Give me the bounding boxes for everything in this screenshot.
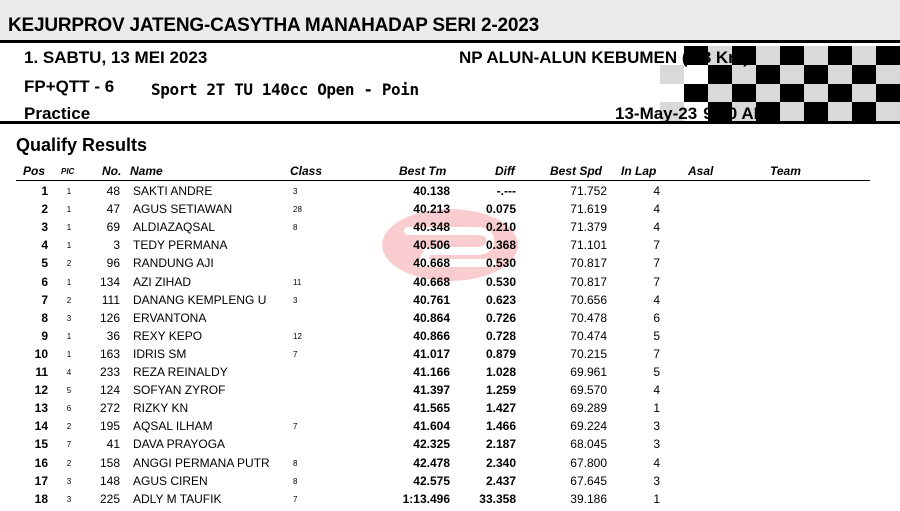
checker-square: [876, 102, 900, 121]
event-header: [0, 40, 900, 124]
row-best-speed: 70.817: [570, 256, 607, 271]
col-in-lap: In Lap: [621, 164, 657, 178]
row-diff: 2.437: [485, 473, 516, 488]
col-name: Name: [130, 164, 163, 178]
table-row: [0, 218, 900, 236]
row-diff: 1.028: [485, 365, 516, 379]
checker-square: [756, 84, 780, 103]
checker-square: [828, 102, 852, 121]
table-row: [0, 327, 900, 345]
row-class: 28: [293, 205, 302, 215]
checker-square: [780, 102, 804, 121]
row-pic: 1: [66, 277, 72, 287]
row-best-time: 41.397: [413, 383, 450, 398]
row-in-lap: 4: [653, 184, 660, 198]
row-pos: 15: [34, 437, 48, 452]
row-best-speed: 70.656: [570, 292, 607, 307]
col-diff: Diff: [495, 164, 515, 178]
row-best-time: 41.017: [413, 346, 450, 361]
row-pic: 4: [66, 368, 72, 377]
row-best-time: 42.478: [413, 455, 450, 470]
row-diff: 33.358: [479, 491, 516, 506]
race-class: Sport 2T TU 140cc Open - Poin: [151, 80, 419, 99]
row-pic: 1: [66, 349, 72, 359]
col-asal: Asal: [688, 164, 714, 178]
checker-square: [852, 46, 876, 65]
row-best-speed: 39.186: [570, 491, 607, 506]
row-best-time: 40.668: [413, 274, 450, 289]
row-pos: 17: [34, 473, 48, 488]
row-best-speed: 71.752: [570, 184, 607, 198]
row-diff: 2.187: [485, 437, 516, 452]
row-number: 148: [99, 473, 120, 488]
row-number: 96: [106, 256, 120, 271]
row-pic: 6: [66, 404, 72, 414]
row-rider-name: AGUS SETIAWAN: [133, 202, 233, 217]
row-in-lap: 6: [653, 310, 660, 325]
row-diff: 0.075: [485, 202, 516, 217]
row-in-lap: 1: [653, 491, 660, 506]
row-pic: 1: [66, 241, 72, 251]
row-class: 3: [293, 187, 298, 196]
row-pos: 16: [34, 455, 48, 470]
row-rider-name: IDRIS SM: [133, 346, 187, 361]
checker-square: [708, 84, 732, 103]
row-best-speed: 70.474: [570, 328, 607, 343]
row-pic: 3: [66, 494, 72, 504]
row-in-lap: 5: [653, 365, 660, 379]
row-diff: 0.879: [485, 346, 516, 361]
checker-square: [756, 65, 780, 84]
row-class: 7: [293, 422, 298, 432]
row-number: 69: [106, 220, 120, 235]
row-pos: 6: [41, 274, 48, 289]
row-pos: 5: [41, 256, 48, 271]
row-best-time: 40.348: [413, 220, 450, 235]
table-row: [0, 254, 900, 272]
row-rider-name: RANDUNG AJI: [133, 256, 214, 271]
row-best-time: 41.604: [413, 419, 450, 434]
row-diff: -.---: [496, 184, 516, 198]
row-number: 225: [99, 491, 120, 506]
row-pic: 2: [66, 295, 72, 305]
row-diff: 0.210: [485, 220, 516, 235]
row-number: 3: [113, 238, 120, 253]
checker-square: [852, 65, 876, 84]
row-rider-name: SAKTI ANDRE: [133, 184, 213, 198]
col-pos: Pos: [23, 164, 46, 178]
row-in-lap: 1: [653, 401, 660, 416]
row-number: 47: [106, 202, 120, 217]
row-class: 12: [293, 331, 302, 341]
row-number: 36: [106, 328, 120, 343]
checker-square: [828, 84, 852, 103]
row-best-time: 1:13.496: [402, 491, 450, 506]
table-row: [0, 345, 900, 363]
row-best-speed: 70.215: [570, 346, 607, 361]
checker-square: [804, 84, 828, 103]
row-pos: 4: [41, 238, 48, 253]
title-bar: [0, 0, 900, 40]
row-diff: 0.726: [485, 310, 516, 325]
row-number: 158: [99, 455, 120, 470]
checker-square: [660, 84, 684, 103]
row-pos: 3: [41, 220, 48, 235]
row-best-speed: 69.224: [570, 419, 607, 434]
row-pic: 2: [66, 458, 72, 468]
section-title: Qualify Results: [16, 135, 148, 155]
row-best-speed: 71.619: [570, 202, 607, 217]
header-divider: [16, 180, 870, 181]
table-row: [0, 291, 900, 309]
row-number: 48: [106, 184, 120, 198]
row-diff: 0.368: [485, 238, 516, 253]
row-best-speed: 67.800: [570, 455, 607, 470]
row-class: 7: [293, 494, 298, 504]
row-rider-name: SOFYAN ZYROF: [133, 383, 226, 398]
row-best-time: 40.213: [413, 202, 450, 217]
row-pic: 1: [66, 187, 72, 196]
row-best-speed: 71.379: [570, 220, 607, 235]
row-pos: 11: [35, 365, 48, 379]
checker-square: [804, 65, 828, 84]
row-pic: 5: [66, 386, 72, 396]
session-time: 9:00 AM: [703, 104, 768, 123]
row-rider-name: TEDY PERMANA: [133, 238, 228, 253]
row-rider-name: RIZKY KN: [133, 401, 189, 416]
checker-square: [780, 46, 804, 65]
row-number: 111: [101, 292, 120, 307]
row-pic: 3: [66, 313, 72, 323]
row-pos: 12: [34, 383, 48, 398]
checker-square: [804, 102, 828, 121]
row-number: 195: [99, 419, 120, 434]
row-in-lap: 4: [653, 455, 660, 470]
row-number: 134: [99, 274, 120, 289]
row-pos: 9: [41, 328, 48, 343]
row-best-time: 41.565: [413, 401, 450, 416]
row-pos: 10: [34, 346, 48, 361]
row-pos: 8: [41, 310, 48, 325]
row-diff: 0.530: [485, 274, 516, 289]
checker-square: [876, 65, 900, 84]
table-row: [0, 381, 900, 399]
checker-square: [828, 65, 852, 84]
checker-square: [852, 84, 876, 103]
checker-square: [828, 46, 852, 65]
row-in-lap: 5: [653, 328, 660, 343]
row-in-lap: 4: [653, 292, 660, 307]
table-row: [0, 417, 900, 435]
table-row: [0, 490, 900, 508]
row-pos: 13: [34, 401, 48, 416]
row-best-time: 42.325: [413, 437, 450, 452]
row-pos: 2: [41, 202, 48, 217]
row-class: 8: [293, 223, 298, 233]
row-best-speed: 69.570: [570, 383, 607, 398]
row-in-lap: 7: [653, 274, 660, 289]
row-best-time: 40.138: [413, 184, 450, 198]
table-row: [0, 182, 900, 200]
row-rider-name: REZA REINALDY: [133, 365, 228, 379]
row-pos: 7: [41, 292, 48, 307]
table-row: [0, 200, 900, 218]
row-rider-name: DAVA PRAYOGA: [133, 437, 226, 452]
session-type: Practice: [24, 104, 91, 123]
row-diff: 2.340: [485, 455, 516, 470]
row-best-speed: 68.045: [570, 437, 607, 452]
checker-square: [852, 102, 876, 121]
row-best-speed: 70.817: [570, 274, 607, 289]
row-rider-name: AZI ZIHAD: [133, 274, 192, 289]
table-row: [0, 472, 900, 490]
row-class: 8: [293, 458, 298, 468]
checker-square: [876, 46, 900, 65]
venue: NP ALUN-ALUN KEBUMEN (0.8 Km): [459, 48, 749, 67]
row-number: 272: [99, 401, 120, 416]
checker-square: [732, 84, 756, 103]
col-best-spd: Best Spd: [550, 164, 603, 178]
row-pic: 1: [66, 223, 72, 233]
row-rider-name: AGUS CIREN: [133, 473, 208, 488]
row-diff: 0.623: [485, 292, 516, 307]
row-in-lap: 3: [653, 473, 660, 488]
checker-square: [804, 46, 828, 65]
checker-square: [780, 84, 804, 103]
row-pic: 2: [66, 422, 72, 432]
col-pic: PIC: [61, 167, 75, 176]
row-number: 163: [99, 346, 120, 361]
row-best-speed: 70.478: [570, 310, 607, 325]
row-class: 11: [293, 277, 302, 287]
row-diff: 1.259: [485, 383, 516, 398]
row-pic: 1: [66, 331, 72, 341]
row-diff: 1.466: [485, 419, 516, 434]
row-pic: 1: [66, 205, 72, 215]
row-pic: 3: [66, 476, 72, 486]
col-team: Team: [770, 164, 801, 178]
col-class: Class: [290, 164, 323, 178]
row-in-lap: 4: [653, 220, 660, 235]
session-date: 13-May-23: [615, 104, 698, 123]
row-pos: 14: [34, 419, 48, 434]
row-class: 7: [293, 349, 298, 359]
row-best-time: 40.668: [413, 256, 450, 271]
row-number: 126: [99, 310, 120, 325]
session-datetime: [615, 104, 768, 124]
row-rider-name: DANANG KEMPLENG U: [133, 292, 267, 307]
row-best-time: 40.864: [413, 310, 450, 325]
col-no: No.: [102, 164, 122, 178]
row-in-lap: 3: [653, 437, 660, 452]
event-title: KEJURPROV JATENG-CASYTHA MANAHADAP SERI 2-2023: [8, 15, 539, 36]
row-best-speed: 71.101: [570, 238, 607, 253]
checker-square: [756, 46, 780, 65]
row-best-speed: 69.289: [570, 401, 607, 416]
row-rider-name: AQSAL ILHAM: [133, 419, 213, 434]
row-best-time: 40.866: [413, 328, 450, 343]
row-in-lap: 4: [653, 383, 660, 398]
row-number: 124: [99, 383, 120, 398]
table-row: [0, 399, 900, 417]
table-row: [0, 363, 900, 381]
row-best-time: 42.575: [413, 473, 450, 488]
row-in-lap: 4: [653, 202, 660, 217]
checker-square: [780, 65, 804, 84]
row-in-lap: 7: [653, 256, 660, 271]
checker-square: [876, 84, 900, 103]
table-row: [0, 273, 900, 291]
row-pic: 7: [66, 440, 72, 450]
col-best-tm: Best Tm: [399, 164, 447, 178]
session-code: FP+QTT - 6: [24, 77, 115, 96]
row-number: 41: [106, 437, 120, 452]
row-best-time: 41.166: [413, 365, 450, 379]
row-diff: 0.530: [485, 256, 516, 271]
row-best-speed: 67.645: [570, 473, 607, 488]
table-row: [0, 309, 900, 327]
row-rider-name: ALDIAZAQSAL: [133, 220, 216, 235]
row-best-speed: 69.961: [570, 365, 607, 379]
table-row: [0, 435, 900, 453]
row-class: 8: [293, 476, 298, 486]
row-pos: 1: [41, 184, 48, 198]
row-pic: 2: [66, 259, 72, 269]
table-row: [0, 236, 900, 254]
row-rider-name: REXY KEPO: [133, 328, 203, 343]
row-in-lap: 3: [653, 419, 660, 434]
event-date: 1. SABTU, 13 MEI 2023: [24, 48, 208, 67]
table-row: [0, 454, 900, 472]
checker-square: [684, 84, 708, 103]
row-class: 3: [293, 295, 298, 305]
row-rider-name: ADLY M TAUFIK: [133, 491, 222, 506]
row-in-lap: 7: [653, 346, 660, 361]
row-diff: 0.728: [485, 328, 516, 343]
row-in-lap: 7: [653, 238, 660, 253]
row-best-time: 40.761: [413, 292, 450, 307]
row-rider-name: ANGGI PERMANA PUTR: [133, 455, 270, 470]
row-best-time: 40.506: [413, 238, 450, 253]
row-pos: 18: [34, 491, 48, 506]
row-rider-name: ERVANTONA: [133, 310, 207, 325]
row-number: 233: [99, 365, 120, 379]
row-diff: 1.427: [485, 401, 516, 416]
